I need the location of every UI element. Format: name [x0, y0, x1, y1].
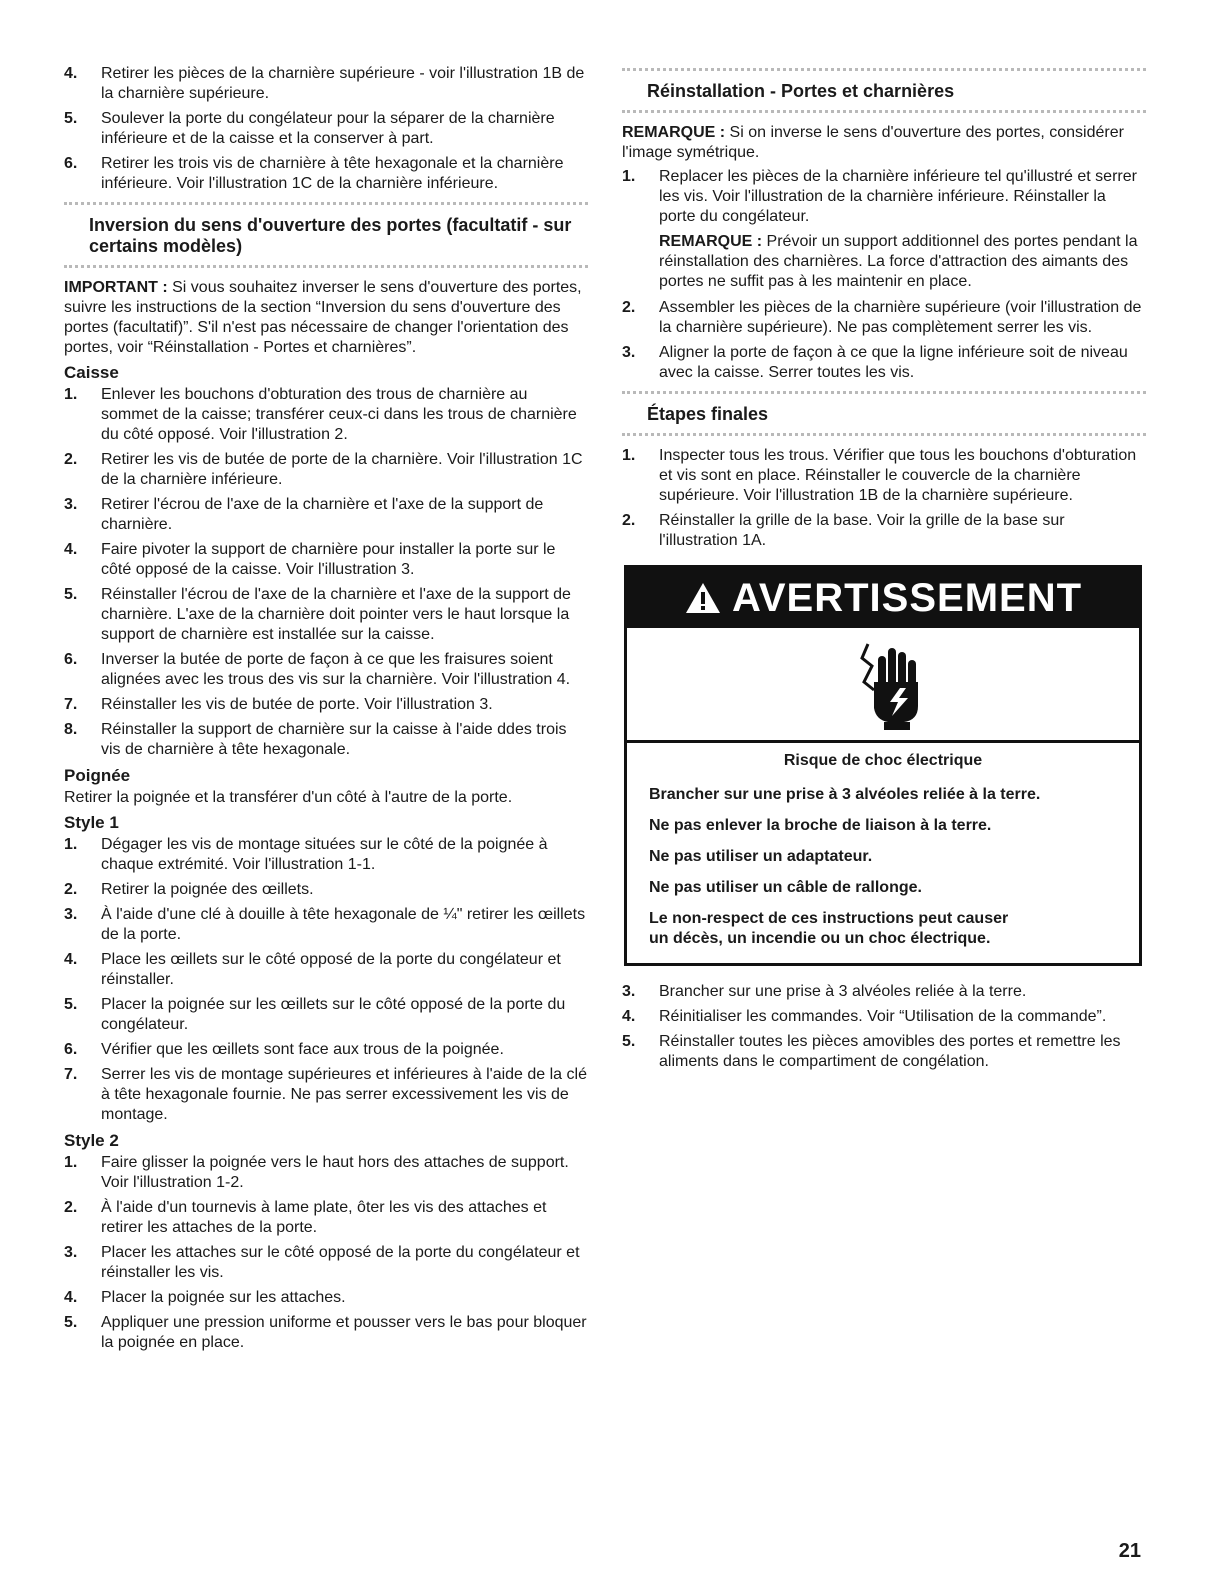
list-item: 1. Inspecter tous les trous. Vérifier que tous les bouchons d'obturation et vis sont en place. Réinstaller le couvercle de la charnière supérieure. Voir l'illustration 1B de la charnière supérieure.: [622, 447, 1137, 504]
warning-banner: [627, 568, 1139, 628]
warning-line: Ne pas utiliser un adaptateur.: [649, 848, 873, 865]
list-item: 4. Placer la poignée sur les attaches.: [64, 1289, 346, 1306]
list-item: 5. Soulever la porte du congélateur pour la séparer de la charnière inférieure et de la caisse et la conserver à part.: [64, 110, 555, 147]
finales-section-heading: Étapes finales: [622, 391, 1146, 436]
list-item: 4. Retirer les pièces de la charnière supérieure - voir l'illustration 1B de la charnière supérieure.: [64, 65, 585, 102]
list-item: 1. Dégager les vis de montage situées sur le côté de la poignée à chaque extrémité. Voir l'illustration 1-1.: [64, 836, 548, 873]
list-item: 7. Serrer les vis de montage supérieures et inférieures à l'aide de la clé à tête hexagonale fournie. Ne pas serrer excessivement les vis de montage.: [64, 1066, 587, 1123]
left-column: [64, 64, 588, 1358]
list-item: 2. Retirer les vis de butée de porte de la charnière. Voir l'illustration 1C de la charnière inférieure.: [64, 451, 583, 488]
list-item: 2. Réinstaller la grille de la base. Voir la grille de la base sur l'illustration 1A.: [622, 512, 1065, 549]
list-item: 6. Retirer les trois vis de charnière à tête hexagonale et la charnière inférieure. Voir l'illustration 1C de la charnière inférieure.: [64, 155, 564, 192]
warning-pictogram: [627, 628, 1139, 743]
list-item: 4. Faire pivoter la support de charnière pour installer la porte sur le côté opposé de la caisse. Voir l'illustration 3.: [64, 541, 556, 578]
finales-steps: [622, 446, 1146, 551]
list-item: 8. Réinstaller la support de charnière sur la caisse à l'aide ddes trois vis de charnière à tête hexagonale.: [64, 721, 567, 758]
warning-box: [624, 565, 1142, 966]
warning-line: Brancher sur une prise à 3 alvéoles reliée à la terre.: [649, 786, 1041, 803]
final-steps-rest: [622, 982, 1146, 1072]
warning-line: Ne pas enlever la broche de liaison à la terre.: [649, 817, 992, 834]
list-item: 3. À l'aide d'une clé à douille à tête hexagonale de ¼" retirer les œillets de la porte.: [64, 906, 586, 943]
reinstall-section-heading: Réinstallation - Portes et charnières: [622, 68, 1146, 113]
reinstall-steps: [622, 167, 1146, 383]
poignee-text: Retirer la poignée et la transférer d'un côté à l'autre de la porte.: [64, 789, 513, 806]
caisse-steps: [64, 385, 588, 760]
list-item: 3. Retirer l'écrou de l'axe de la charnière et l'axe de la support de charnière.: [64, 496, 544, 533]
remarque-note: REMARQUE : Prévoir un support additionnel des portes pendant la réinstallation des charnières. La force d'attraction des aimants des portes ne suffit pas à les maintenir en place.: [659, 233, 1138, 290]
list-item: 2. Assembler les pièces de la charnière supérieure (voir l'illustration de la charnière supérieure). Ne pas complètement serrer les vis.: [622, 299, 1142, 336]
style1-steps: [64, 835, 588, 1125]
list-item: 6. Vérifier que les œillets sont face aux trous de la poignée.: [64, 1041, 504, 1058]
style2-steps: [64, 1153, 588, 1353]
list-item: 1. Enlever les bouchons d'obturation des trous de charnière au sommet de la caisse; transférer ceux-ci dans les trous de charnière du côté opposé. Voir l'illustration 2.: [64, 386, 577, 443]
style2-title: Style 2: [64, 1131, 119, 1150]
remarque-paragraph: REMARQUE : Si on inverse le sens d'ouverture des portes, considérer l'image symétrique.: [622, 124, 1124, 161]
page-number: 21: [1118, 1540, 1141, 1562]
list-item: 2. Retirer la poignée des œillets.: [64, 881, 314, 898]
list-item: 3. Brancher sur une prise à 3 alvéoles reliée à la terre.: [622, 983, 1027, 1000]
warning-body: [627, 743, 1139, 963]
list-item: 5. Réinstaller l'écrou de l'axe de la charnière et l'axe de la support de charnière. L'axe de la charnière doit pointer vers le haut lorsque la support de charnière est installée sur la caisse.: [64, 586, 571, 643]
important-paragraph: IMPORTANT : Si vous souhaitez inverser le sens d'ouverture des portes, suivre les instructions de la section “Inversion du sens d'ouverture des portes (facultatif)”. S'il n'est pas nécessaire de changer l'orientation des portes, voir “Réinstallation - Portes et charnières”.: [64, 279, 582, 356]
warning-title: AVERTISSEMENT: [731, 575, 1083, 620]
electric-shock-hand-icon: [838, 636, 928, 732]
poignee-title: Poignée: [64, 766, 131, 785]
list-item: 5. Réinstaller toutes les pièces amovibles des portes et remettre les aliments dans le compartiment de congélation.: [622, 1033, 1121, 1070]
warning-consequence: Le non-respect de ces instructions peut causer un décès, un incendie ou un choc électrique.: [649, 910, 1009, 947]
list-item: 7. Réinstaller les vis de butée de porte. Voir l'illustration 3.: [64, 696, 493, 713]
warning-triangle-icon: [684, 581, 722, 615]
caisse-title: Caisse: [64, 363, 119, 382]
list-item: 3. Aligner la porte de façon à ce que la ligne inférieure soit de niveau avec la caisse. Serrer toutes les vis.: [622, 344, 1128, 381]
list-item: 3. Placer les attaches sur le côté opposé de la porte du congélateur et réinstaller les vis.: [64, 1244, 580, 1281]
list-item: 4. Place les œillets sur le côté opposé de la porte du congélateur et réinstaller.: [64, 951, 561, 988]
list-item: 1. Faire glisser la poignée vers le haut hors des attaches de support. Voir l'illustration 1-2.: [64, 1154, 569, 1191]
list-item: 5. Placer la poignée sur les œillets sur le côté opposé de la porte du congélateur.: [64, 996, 566, 1033]
list-item: 1. Replacer les pièces de la charnière inférieure tel qu'illustré et serrer les vis. Voir l'illustration de la charnière inférieure. Réinstaller la porte du congélateur.: [622, 168, 1137, 225]
inversion-section-heading: Inversion du sens d'ouverture des portes (facultatif - sur certains modèles): [64, 202, 588, 268]
list-item: 6. Inverser la butée de porte de façon à ce que les fraisures soient alignées avec les trous des vis sur la charnière. Voir l'illustration 4.: [64, 651, 571, 688]
style1-title: Style 1: [64, 813, 119, 832]
list-item: 5. Appliquer une pression uniforme et pousser vers le bas pour bloquer la poignée en place.: [64, 1314, 587, 1351]
list-item: 4. Réinitialiser les commandes. Voir “Utilisation de la commande”.: [622, 1008, 1107, 1025]
list-item: 2. À l'aide d'un tournevis à lame plate, ôter les vis des attaches et retirer les attaches de la porte.: [64, 1199, 547, 1236]
intro-steps: [64, 64, 588, 194]
hazard-title: Risque de choc électrique: [783, 752, 983, 769]
warning-line: Ne pas utiliser un câble de rallonge.: [649, 879, 922, 896]
right-column: [622, 64, 1146, 1077]
